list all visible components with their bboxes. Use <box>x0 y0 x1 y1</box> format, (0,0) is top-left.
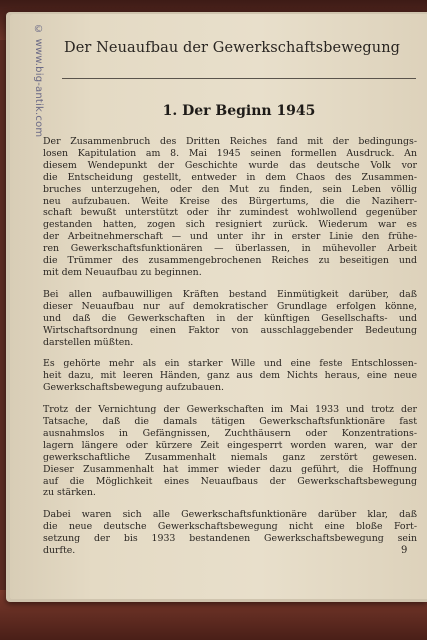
text-line: darstellen müßten. <box>43 336 134 348</box>
text-line: Trotz der Vernichtung der Gewerkschaften im Mai 1933 und trotz der <box>43 404 417 416</box>
text-line: bruches unterzugehen, oder den Mut zu finden, sein Leben völlig <box>43 183 417 195</box>
text-line: und daß die Gewerkschaften in der künftigen Gesellschafts- und <box>43 312 417 324</box>
text-line: lagern längere oder kürzere Zeit eingesperrt worden waren, war der <box>43 439 417 451</box>
text-line: ausnahmslos in Gefängnissen, Zuchthäusern oder Konzentrations- <box>43 427 417 439</box>
section-title: 1. Der Beginn 1945 <box>162 103 316 119</box>
text-line: Wirtschaftsordnung einen Faktor von ausschlaggebender Bedeutung <box>43 324 417 336</box>
header-rule <box>62 78 416 79</box>
running-header: Der Neuaufbau der Gewerkschaftsbewegung <box>64 40 401 56</box>
text-line: die Trümmer des zusammengebrochenen Reiches zu beseitigen und <box>43 255 417 267</box>
text-line: die Entscheidung gestellt, entweder in dem Chaos des Zusammen- <box>43 171 417 183</box>
text-line: mit dem Neuaufbau zu beginnen. <box>43 266 202 278</box>
text-line: Es gehörte mehr als ein starker Wille und eine feste Entschlossen- <box>43 358 417 370</box>
text-line: losen Kapitulation am 8. Mai 1945 seinen formellen Ausdruck. An <box>43 147 417 159</box>
paragraph <box>43 136 417 279</box>
text-line: die neue deutsche Gewerkschaftsbewegung nicht eine bloße Fort- <box>43 521 417 533</box>
text-line: setzung der bis 1933 bestandenen Gewerkschaftsbewegung sein <box>43 533 417 545</box>
book-page <box>10 14 427 599</box>
text-line: gestanden hatten, zogen sich resigniert zurück. Wiederum war es <box>43 219 417 231</box>
text-line: Bei allen aufbauwilligen Kräften bestand Einmütigkeit darüber, daß <box>43 288 417 300</box>
text-line: der Arbeitnehmerschaft — und unter ihr in erster Linie den frühe- <box>43 231 417 243</box>
text-line: diesem Wendepunkt der Geschichte wurde das deutsche Volk vor <box>43 159 417 171</box>
text-line: gewerkschaftliche Zusammenhalt niemals ganz zerstört gewesen. <box>43 451 417 463</box>
page-number: 9 <box>401 545 408 556</box>
text-line: zu stärken. <box>43 487 96 499</box>
text-line: ren Gewerkschaftsfunktionären — überlassen, in mühevoller Arbeit <box>43 243 417 255</box>
paragraph <box>43 509 417 557</box>
text-line: heit dazu, mit leeren Händen, ganz aus dem Nichts heraus, eine neue <box>43 370 417 382</box>
text-line: Dabei waren sich alle Gewerkschaftsfunktionäre darüber klar, daß <box>43 509 417 521</box>
paragraph <box>43 358 417 394</box>
paragraph <box>43 404 417 499</box>
watermark: © www.big-antik.com <box>33 24 44 138</box>
body-text <box>43 136 417 567</box>
text-line: neu aufzubauen. Weite Kreise des Bürgertums, die die Naziherr- <box>43 195 417 207</box>
text-line: schaft bewußt unterstützt oder ihr zumindest wohlwollend gegenüber <box>43 207 417 219</box>
text-line: auf die Möglichkeit eines Neuaufbaus der Gewerkschaftsbewegung <box>43 475 417 487</box>
text-line: Der Zusammenbruch des Dritten Reiches fand mit der bedingungs- <box>43 136 417 147</box>
paragraph <box>43 289 417 349</box>
text-line: Dieser Zusammenhalt hat immer wieder dazu geführt, die Hoffnung <box>43 463 417 475</box>
text-line: Tatsache, daß die damals tätigen Gewerkschaftsfunktionäre fast <box>43 416 417 428</box>
text-line: Gewerkschaftsbewegung aufzubauen. <box>43 382 224 394</box>
text-line: durfte. <box>43 545 76 557</box>
text-line: dieser Neuaufbau nur auf demokratischer Grundlage erfolgen könne, <box>43 300 417 312</box>
